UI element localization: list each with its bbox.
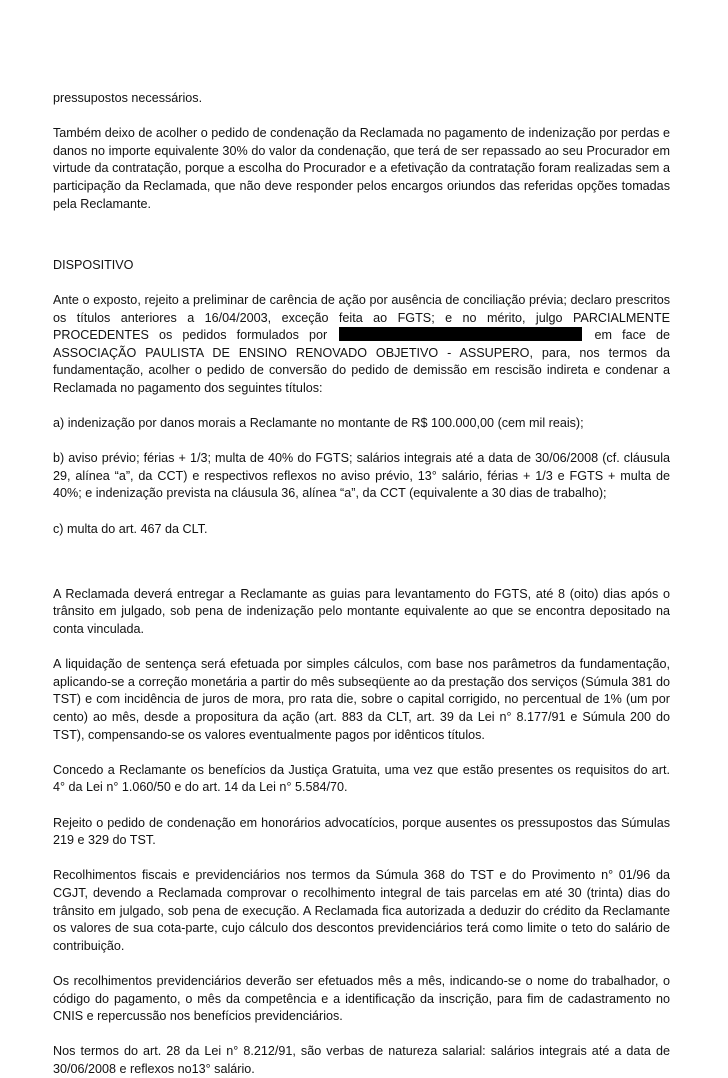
section-heading: DISPOSITIVO [53, 257, 134, 272]
paragraph-previdenciarios: Os recolhimentos previdenciários deverão ser efetuados mês a mês, indicando-se o nome do trabalhador, o código do pagamento, o mês da competência e a identificação da inscrição, para fim de cadastramento no CNIS e repercussão nos benefícios previdenciários. [53, 973, 670, 1024]
list-item-c: c) multa do art. 467 da CLT. [53, 521, 208, 536]
paragraph-liquidacao: A liquidação de sentença será efetuada por simples cálculos, com base nos parâmetros da fundamentação, aplicando-se a correção monetária a partir do mês subseqüente ao da prestação dos serviços (Súmula 381 do TST) e com incidência de juros de mora, pro rata die, sobre o capital corrigido, no percentual de 1% (um por cento) ao mês, desde a propositura da ação (art. 883 da CLT, art. 39 da Lei n° 8.177/91 e Súmula 200 do TST), compensando-se os valores eventualmente pagos por idênticos títulos. [53, 657, 670, 742]
paragraph-tambem: Também deixo de acolher o pedido de condenação da Reclamada no pagamento de indenização por perdas e danos no importe equivalente 30% do valor da condenação, que terá de ser repassado ao seu Procurador em virtude da contratação, porque a escolha do Procurador e a efetivação da contratação foram realizadas sem a participação da Reclamada, que não deve responder pelos encargos oriundos das referidas opções tomadas pela Reclamante. [53, 126, 670, 211]
document-page [53, 90, 670, 1078]
redaction-bar [339, 327, 582, 341]
list-item-a: a) indenização por danos morais a Reclamante no montante de R$ 100.000,00 (cem mil reais); [53, 416, 584, 431]
list-item-b: b) aviso prévio; férias + 1/3; multa de 40% do FGTS; salários integrais até a data de 30/06/2008 (cf. cláusula 29, alínea “a”, da CCT) e respectivos reflexos no aviso prévio, 13° salário, férias + 1/3 e FGTS + multa de 40%; e indenização prevista na cláusula 36, alínea “a”, da CCT (equivalente a 30 dias de trabalho); [53, 451, 670, 501]
paragraph-ante [53, 292, 670, 398]
paragraph-guias: A Reclamada deverá entregar a Reclamante as guias para levantamento do FGTS, até 8 (oito) dias após o trânsito em julgado, sob pena de indenização pelo montante equivalente ao que se encontra depositado na conta vinculada. [53, 586, 670, 637]
paragraph-termos: Nos termos do art. 28 da Lei n° 8.212/91, são verbas de natureza salarial: salários integrais até a data de 30/06/2008 e reflexos no13° salário. [53, 1044, 670, 1076]
paragraph-intro: pressupostos necessários. [53, 91, 203, 105]
paragraph-ante-part2: em face de ASSOCIAÇÃO PAULISTA DE ENSINO RENOVADO OBJETIVO - ASSUPERO, para, nos termos da fundamentação, acolher o pedido de conversão do pedido de demissão em rescisão indireta e condenar a Reclamada no pagamento dos seguintes títulos: [53, 328, 671, 395]
paragraph-recolhimentos: Recolhimentos fiscais e previdenciários nos termos da Súmula 368 do TST e do Provimento n° 01/96 da CGJT, devendo a Reclamada comprovar o recolhimento integral de tais parcelas em até 30 (trinta) dias do trânsito em julgado, sob pena de execução. A Reclamada fica autorizada a deduzir do crédito da Reclamante os valores de sua cota-parte, cujo cálculo dos descontos previdenciários terá como limite o teto do salário de contribuição. [53, 868, 670, 953]
paragraph-ante-part1: Ante o exposto, rejeito a preliminar de carência de ação por ausência de conciliação prévia; declaro prescritos os títulos anteriores a 16/04/2003, exceção feita ao FGTS; e no mérito, julgo PARCIALMENTE PROCEDENTES os pedidos formulados por [53, 292, 670, 343]
paragraph-concedo: Concedo a Reclamante os benefícios da Justiça Gratuita, uma vez que estão presentes os requisitos do art. 4° da Lei n° 1.060/50 e do art. 14 da Lei n° 5.584/70. [53, 762, 670, 795]
paragraph-rejeito: Rejeito o pedido de condenação em honorários advocatícios, porque ausentes os pressupostos das Súmulas 219 e 329 do TST. [53, 815, 670, 848]
